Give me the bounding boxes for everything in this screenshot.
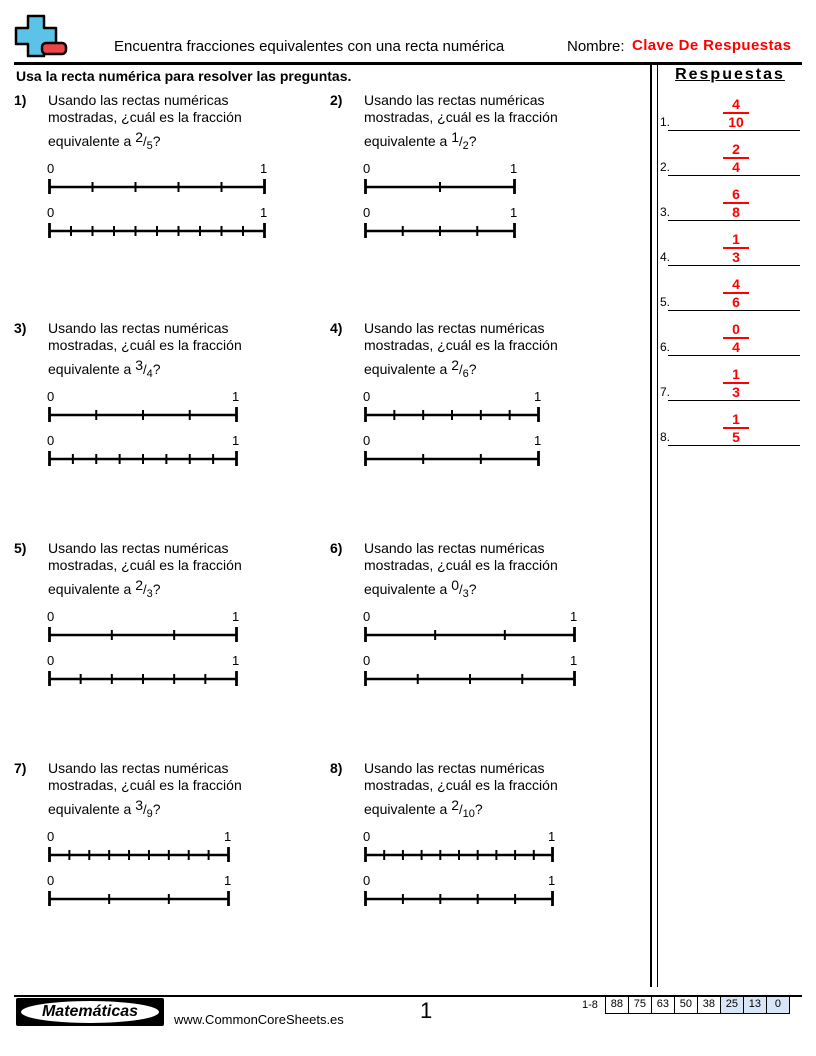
answer-fraction [716,97,756,129]
score-cell: 25 [720,996,743,1014]
number-line-bottom-labels [48,204,324,220]
number-line-end-label: 1 [260,161,268,176]
number-line-bottom-labels [48,872,324,888]
number-line-end-label: 1 [232,433,240,448]
question-number: 8) [330,760,343,776]
fraction-slash: / [458,134,463,149]
number-line-bottom [364,872,640,906]
question-text-line-3 [364,129,640,155]
number-line-start-label: 0 [47,829,55,844]
answer-numerator: 1 [732,366,740,382]
question-body [48,320,324,466]
score-cells [605,996,790,1014]
page-title: Encuentra fracciones equivalentes con una recta numérica [114,38,505,55]
question-number: 4) [330,320,343,336]
score-table [580,996,790,1014]
plus-minus-logo-icon [14,14,68,58]
number-line-end-label: 1 [224,829,232,844]
number-line-start-label: 0 [47,389,55,404]
question-fraction [135,129,153,155]
question-fraction [451,357,469,383]
question-text-line-1: Usando las rectas numéricas [48,760,229,776]
brand-label: Matemáticas [21,1001,159,1023]
question-text-line-2: mostradas, ¿cuál es la fracción [364,109,558,125]
answer-index: 5. [660,295,671,309]
answers-panel [660,66,800,446]
number-line-bottom-labels [48,432,324,448]
number-line-end-label: 1 [232,653,240,668]
answer-fraction [716,142,756,174]
question-text-line-2: mostradas, ¿cuál es la fracción [48,557,242,573]
question-denominator: 9 [146,808,153,820]
answer-denominator: 4 [732,339,740,355]
question-body [364,320,640,466]
name-label: Nombre: [567,38,625,55]
question-numerator: 1 [451,129,459,145]
question-suffix: ? [152,801,161,817]
question-number: 7) [14,760,27,776]
answer-denominator: 10 [728,114,744,130]
question-numerator: 2 [135,129,143,145]
fraction-slash: / [458,362,463,377]
number-line-end-label: 1 [232,389,240,404]
number-line-top [364,388,640,422]
answer-index: 7. [660,385,671,399]
number-line-bottom [48,204,324,238]
question-numerator: 3 [135,357,143,373]
answer-denominator: 3 [732,249,740,265]
question-denominator: 3 [146,588,153,600]
question-body [48,92,324,238]
fraction-slash: / [142,362,147,377]
question-text-prefix: equivalente a [364,581,448,597]
number-line-top-labels [364,608,640,624]
answer-row [660,266,800,311]
question-text-line-1: Usando las rectas numéricas [364,320,545,336]
answer-denominator: 4 [732,159,740,175]
answer-fraction [716,367,756,399]
question-text-prefix: equivalente a [364,361,448,377]
number-line-top [48,160,324,194]
question-denominator: 4 [146,368,153,380]
question-number: 1) [14,92,27,108]
question-text-line-3 [48,577,324,603]
question-body [48,760,324,906]
number-line-end-label: 1 [548,829,556,844]
answer-numerator: 6 [732,186,740,202]
question-text-prefix: equivalente a [48,801,132,817]
number-line-start-label: 0 [363,829,371,844]
number-line-start-label: 0 [47,433,55,448]
number-line-start-label: 0 [47,609,55,624]
score-cell: 0 [766,996,790,1014]
number-line-bottom [364,204,640,238]
number-line-bottom [364,652,640,686]
question-text-line-1: Usando las rectas numéricas [364,760,545,776]
number-line-top [48,388,324,422]
question-body [48,540,324,686]
fraction-slash: / [458,582,463,597]
answer-fraction [716,187,756,219]
question-numerator: 3 [135,797,143,813]
question-fraction [451,129,469,155]
answer-fraction [716,412,756,444]
question-text-line-2: mostradas, ¿cuál es la fracción [48,777,242,793]
question-denominator: 2 [462,140,469,152]
question-denominator: 5 [146,140,153,152]
answer-numerator: 2 [732,141,740,157]
website-url: www.CommonCoreSheets.es [174,1012,344,1027]
answer-denominator: 8 [732,204,740,220]
question-suffix: ? [474,801,483,817]
number-line-end-label: 1 [260,205,268,220]
page-header [14,14,802,60]
number-line-start-label: 0 [47,205,55,220]
question-text-line-3 [48,797,324,823]
question-body [364,540,640,686]
fraction-slash: / [142,582,147,597]
instructions-text: Usa la recta numérica para resolver las preguntas. [16,68,352,84]
number-line-bottom [48,872,324,906]
number-line-start-label: 0 [363,389,371,404]
question-denominator: 3 [462,588,469,600]
question-suffix: ? [152,581,161,597]
score-cell: 13 [743,996,766,1014]
question-text-prefix: equivalente a [48,361,132,377]
answer-row [660,401,800,446]
question-text-line-3 [48,357,324,383]
number-line-top [364,608,640,642]
answer-column-divider [650,62,658,987]
answer-row [660,356,800,401]
answer-numerator: 0 [732,321,740,337]
brand-badge [16,998,164,1026]
number-line-start-label: 0 [363,161,371,176]
score-range-label: 1-8 [582,999,598,1011]
answers-list [660,86,800,446]
number-line-end-label: 1 [570,653,578,668]
number-line-start-label: 0 [363,609,371,624]
fraction-slash: / [458,802,463,817]
number-line-top [48,828,324,862]
question-suffix: ? [152,133,161,149]
answer-index: 1. [660,115,671,129]
number-line-end-label: 1 [510,161,518,176]
question-text-prefix: equivalente a [364,801,448,817]
answer-denominator: 6 [732,294,740,310]
question-suffix: ? [468,581,477,597]
question-text-line-3 [364,357,640,383]
number-line-end-label: 1 [224,873,232,888]
number-line-bottom-labels [364,652,640,668]
question-fraction [135,797,153,823]
question-text-line-2: mostradas, ¿cuál es la fracción [48,109,242,125]
number-line-top-labels [364,160,640,176]
answer-index: 8. [660,430,671,444]
number-line-bottom-labels [364,872,640,888]
answer-index: 6. [660,340,671,354]
question-number: 2) [330,92,343,108]
answer-index: 4. [660,250,671,264]
fraction-slash: / [142,802,147,817]
question-numerator: 2 [451,797,459,813]
answer-row [660,221,800,266]
answer-fraction [716,277,756,309]
number-line-bottom-labels [364,204,640,220]
number-line-bottom [48,432,324,466]
page-number: 1 [420,998,433,1023]
answer-numerator: 1 [732,231,740,247]
answer-row [660,311,800,356]
answer-denominator: 5 [732,429,740,445]
name-value: Clave De Respuestas [632,37,792,54]
answer-row [660,86,800,131]
number-line-end-label: 1 [548,873,556,888]
question-text-prefix: equivalente a [48,133,132,149]
number-line-top [364,828,640,862]
question-denominator: 6 [462,368,469,380]
number-line-end-label: 1 [534,433,542,448]
number-line-bottom [364,432,640,466]
question-text-line-3 [48,129,324,155]
number-line-start-label: 0 [47,873,55,888]
number-line-top-labels [48,828,324,844]
number-line-end-label: 1 [510,205,518,220]
question-text-line-1: Usando las rectas numéricas [48,320,229,336]
question-text-line-2: mostradas, ¿cuál es la fracción [364,337,558,353]
question-text-line-3 [364,797,640,823]
number-line-start-label: 0 [363,433,371,448]
number-line-top-labels [364,388,640,404]
answers-title: Respuestas [675,66,785,83]
answer-fraction [716,232,756,264]
question-fraction [135,357,153,383]
number-line-start-label: 0 [363,653,371,668]
number-line-bottom [48,652,324,686]
question-numerator: 2 [451,357,459,373]
fraction-slash: / [142,134,147,149]
question-numerator: 2 [135,577,143,593]
number-line-end-label: 1 [534,389,542,404]
score-cell: 38 [697,996,720,1014]
number-line-start-label: 0 [47,653,55,668]
question-number: 3) [14,320,27,336]
header-divider [14,62,802,65]
question-fraction [135,577,153,603]
number-line-bottom-labels [48,652,324,668]
question-text-line-1: Usando las rectas numéricas [364,540,545,556]
question-text-line-1: Usando las rectas numéricas [48,92,229,108]
question-text-line-1: Usando las rectas numéricas [48,540,229,556]
question-fraction [451,577,469,603]
question-suffix: ? [468,133,477,149]
number-line-start-label: 0 [363,873,371,888]
number-line-top-labels [48,608,324,624]
score-cell: 50 [674,996,697,1014]
question-text-line-2: mostradas, ¿cuál es la fracción [364,777,558,793]
number-line-bottom-labels [364,432,640,448]
number-line-top [48,608,324,642]
question-suffix: ? [152,361,161,377]
question-body [364,760,640,906]
answer-index: 3. [660,205,671,219]
answer-numerator: 1 [732,411,740,427]
question-number: 5) [14,540,27,556]
number-line-top [364,160,640,194]
number-line-end-label: 1 [232,609,240,624]
question-denominator: 10 [462,808,475,820]
number-line-end-label: 1 [570,609,578,624]
answer-numerator: 4 [732,276,740,292]
question-body [364,92,640,238]
question-numerator: 0 [451,577,459,593]
question-text-line-2: mostradas, ¿cuál es la fracción [48,337,242,353]
question-text-prefix: equivalente a [364,133,448,149]
number-line-start-label: 0 [363,205,371,220]
number-line-top-labels [364,828,640,844]
answer-denominator: 3 [732,384,740,400]
question-text-line-1: Usando las rectas numéricas [364,92,545,108]
answer-index: 2. [660,160,671,174]
answer-fraction [716,322,756,354]
number-line-start-label: 0 [47,161,55,176]
answer-row [660,176,800,221]
question-suffix: ? [468,361,477,377]
question-text-line-3 [364,577,640,603]
question-text-line-2: mostradas, ¿cuál es la fracción [364,557,558,573]
answer-numerator: 4 [732,96,740,112]
score-cell: 63 [651,996,674,1014]
question-text-prefix: equivalente a [48,581,132,597]
score-cell: 75 [628,996,651,1014]
answer-row [660,131,800,176]
question-fraction [451,797,475,823]
number-line-top-labels [48,160,324,176]
question-number: 6) [330,540,343,556]
number-line-top-labels [48,388,324,404]
score-cell: 88 [605,996,628,1014]
